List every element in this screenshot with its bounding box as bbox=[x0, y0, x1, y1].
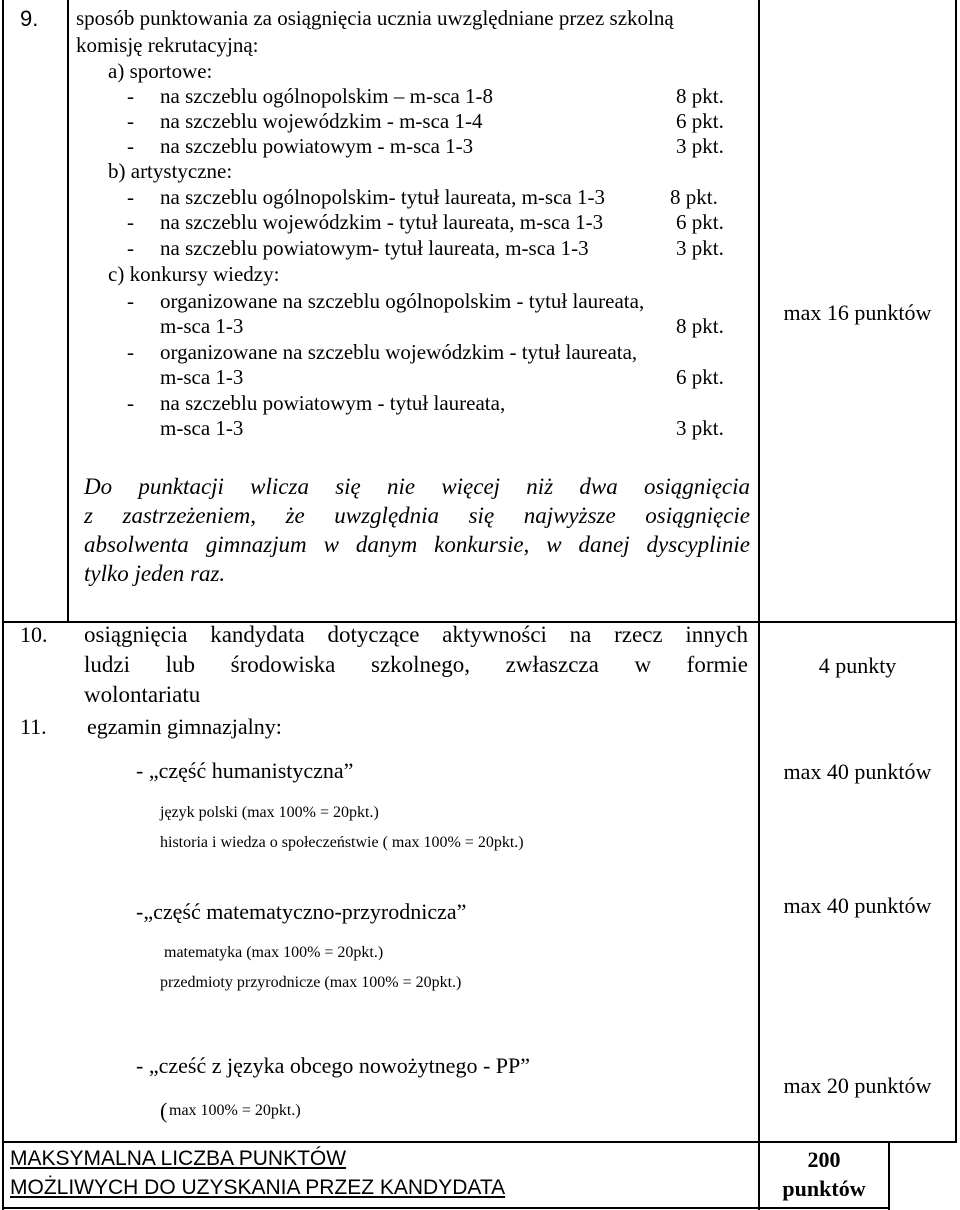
part-math-points: max 40 punktów bbox=[783, 893, 932, 918]
b-item-dash: - bbox=[127, 236, 134, 260]
a-item-text: na szczeblu wojewódzkim - m-sca 1-4 bbox=[160, 109, 483, 133]
a-item-points: 3 pkt. bbox=[676, 134, 724, 158]
b-item-points: 8 pkt. bbox=[670, 185, 718, 209]
a-item-dash: - bbox=[127, 109, 134, 133]
total-value: 200 bbox=[807, 1147, 841, 1172]
section-b-heading: b) artystyczne: bbox=[108, 159, 233, 183]
c-item-line2: m-sca 1-3 bbox=[160, 416, 244, 440]
c-item-dash: - bbox=[127, 340, 134, 364]
c-item-points: 3 pkt. bbox=[676, 416, 724, 440]
row9-intro-line1: sposób punktowania za osiągnięcia ucznia uwzględniane przez szkolną bbox=[76, 6, 674, 30]
row9-note-line: z zastrzeżeniem, że uwzględnia się najwyższe osiągnięcie bbox=[84, 503, 750, 528]
row9-note-line: absolwenta gimnazjum w danym konkursie, w danej dyscyplinie bbox=[84, 532, 750, 557]
total-label-line1: MAKSYMALNA LICZBA PUNKTÓW bbox=[10, 1147, 347, 1170]
row10-text-line: wolontariatu bbox=[84, 682, 201, 707]
a-item-dash: - bbox=[127, 84, 134, 108]
row-divider-total bbox=[2, 1141, 957, 1143]
b-item-points: 6 pkt. bbox=[676, 210, 724, 234]
c-item-line1: organizowane na szczeblu wojewódzkim - tytuł laureata, bbox=[160, 340, 638, 364]
col-divider-points bbox=[758, 0, 760, 1143]
border-left bbox=[2, 0, 4, 1210]
row10-points: 4 punkty bbox=[818, 653, 897, 678]
a-item-points: 6 pkt. bbox=[676, 109, 724, 133]
col-divider-total-b bbox=[888, 1141, 890, 1210]
row-number-9: 9. bbox=[20, 6, 39, 31]
part-math-sub: matematyka (max 100% = 20pkt.) bbox=[164, 944, 384, 961]
border-right bbox=[955, 0, 957, 1143]
b-item-text: na szczeblu powiatowym- tytuł laureata, m-sca 1-3 bbox=[160, 236, 589, 260]
c-item-points: 8 pkt. bbox=[676, 314, 724, 338]
row11-heading: egzamin gimnazjalny: bbox=[87, 714, 282, 739]
col-divider-number bbox=[67, 0, 69, 622]
total-label-line2: MOŻLIWYCH DO UZYSKANIA PRZEZ KANDYDATA bbox=[10, 1176, 506, 1199]
a-item-dash: - bbox=[127, 134, 134, 158]
part-humanistic-sub: historia i wiedza o społeczeństwie ( max 100% = 20pkt.) bbox=[160, 834, 524, 851]
c-item-line2: m-sca 1-3 bbox=[160, 314, 244, 338]
part-language-paren: ( bbox=[160, 1098, 168, 1123]
c-item-dash: - bbox=[127, 391, 134, 415]
row9-note-line: tylko jeden raz. bbox=[84, 561, 226, 586]
b-item-text: na szczeblu ogólnopolskim- tytuł laureata, m-sca 1-3 bbox=[160, 185, 605, 209]
row9-note-line: Do punktacji wlicza się nie więcej niż dwa osiągnięcia bbox=[84, 474, 750, 499]
c-item-line1: organizowane na szczeblu ogólnopolskim - tytuł laureata, bbox=[160, 289, 645, 313]
a-item-text: na szczeblu powiatowym - m-sca 1-3 bbox=[160, 134, 474, 158]
b-item-text: na szczeblu wojewódzkim - tytuł laureata, m-sca 1-3 bbox=[160, 210, 604, 234]
part-humanistic-title: - „część humanistyczna” bbox=[136, 758, 354, 783]
row10-text-line: ludzi lub środowiska szkolnego, zwłaszcza w formie bbox=[84, 652, 748, 677]
a-item-points: 8 pkt. bbox=[676, 84, 724, 108]
part-language-points: max 20 punktów bbox=[783, 1073, 932, 1098]
b-item-points: 3 pkt. bbox=[676, 236, 724, 260]
a-item-text: na szczeblu ogólnopolskim – m-sca 1-8 bbox=[160, 84, 494, 108]
part-language-title: - „cześć z języka obcego nowożytnego - PP” bbox=[136, 1053, 531, 1078]
b-item-dash: - bbox=[127, 185, 134, 209]
part-math-sub: przedmioty przyrodnicze (max 100% = 20pkt.) bbox=[160, 974, 462, 991]
part-humanistic-points: max 40 punktów bbox=[783, 759, 932, 784]
row9-intro-line2: komisję rekrutacyjną: bbox=[76, 33, 259, 57]
row-number-11: 11. bbox=[20, 714, 47, 739]
section-c-heading: c) konkursy wiedzy: bbox=[108, 262, 280, 286]
c-item-points: 6 pkt. bbox=[676, 365, 724, 389]
part-math-title: -„część matematyczno-przyrodnicza” bbox=[136, 899, 467, 924]
row9-points: max 16 punktów bbox=[783, 300, 932, 325]
c-item-dash: - bbox=[127, 289, 134, 313]
row10-text-line: osiągnięcia kandydata dotyczące aktywności na rzecz innych bbox=[84, 622, 748, 647]
b-item-dash: - bbox=[127, 210, 134, 234]
border-bottom bbox=[2, 1207, 890, 1209]
total-unit: punktów bbox=[782, 1176, 866, 1201]
part-humanistic-sub: język polski (max 100% = 20pkt.) bbox=[160, 804, 379, 821]
row-number-10: 10. bbox=[20, 622, 48, 647]
section-a-heading: a) sportowe: bbox=[108, 59, 213, 83]
part-language-sub: max 100% = 20pkt.) bbox=[169, 1102, 301, 1119]
c-item-line2: m-sca 1-3 bbox=[160, 365, 244, 389]
c-item-line1: na szczeblu powiatowym - tytuł laureata, bbox=[160, 391, 506, 415]
